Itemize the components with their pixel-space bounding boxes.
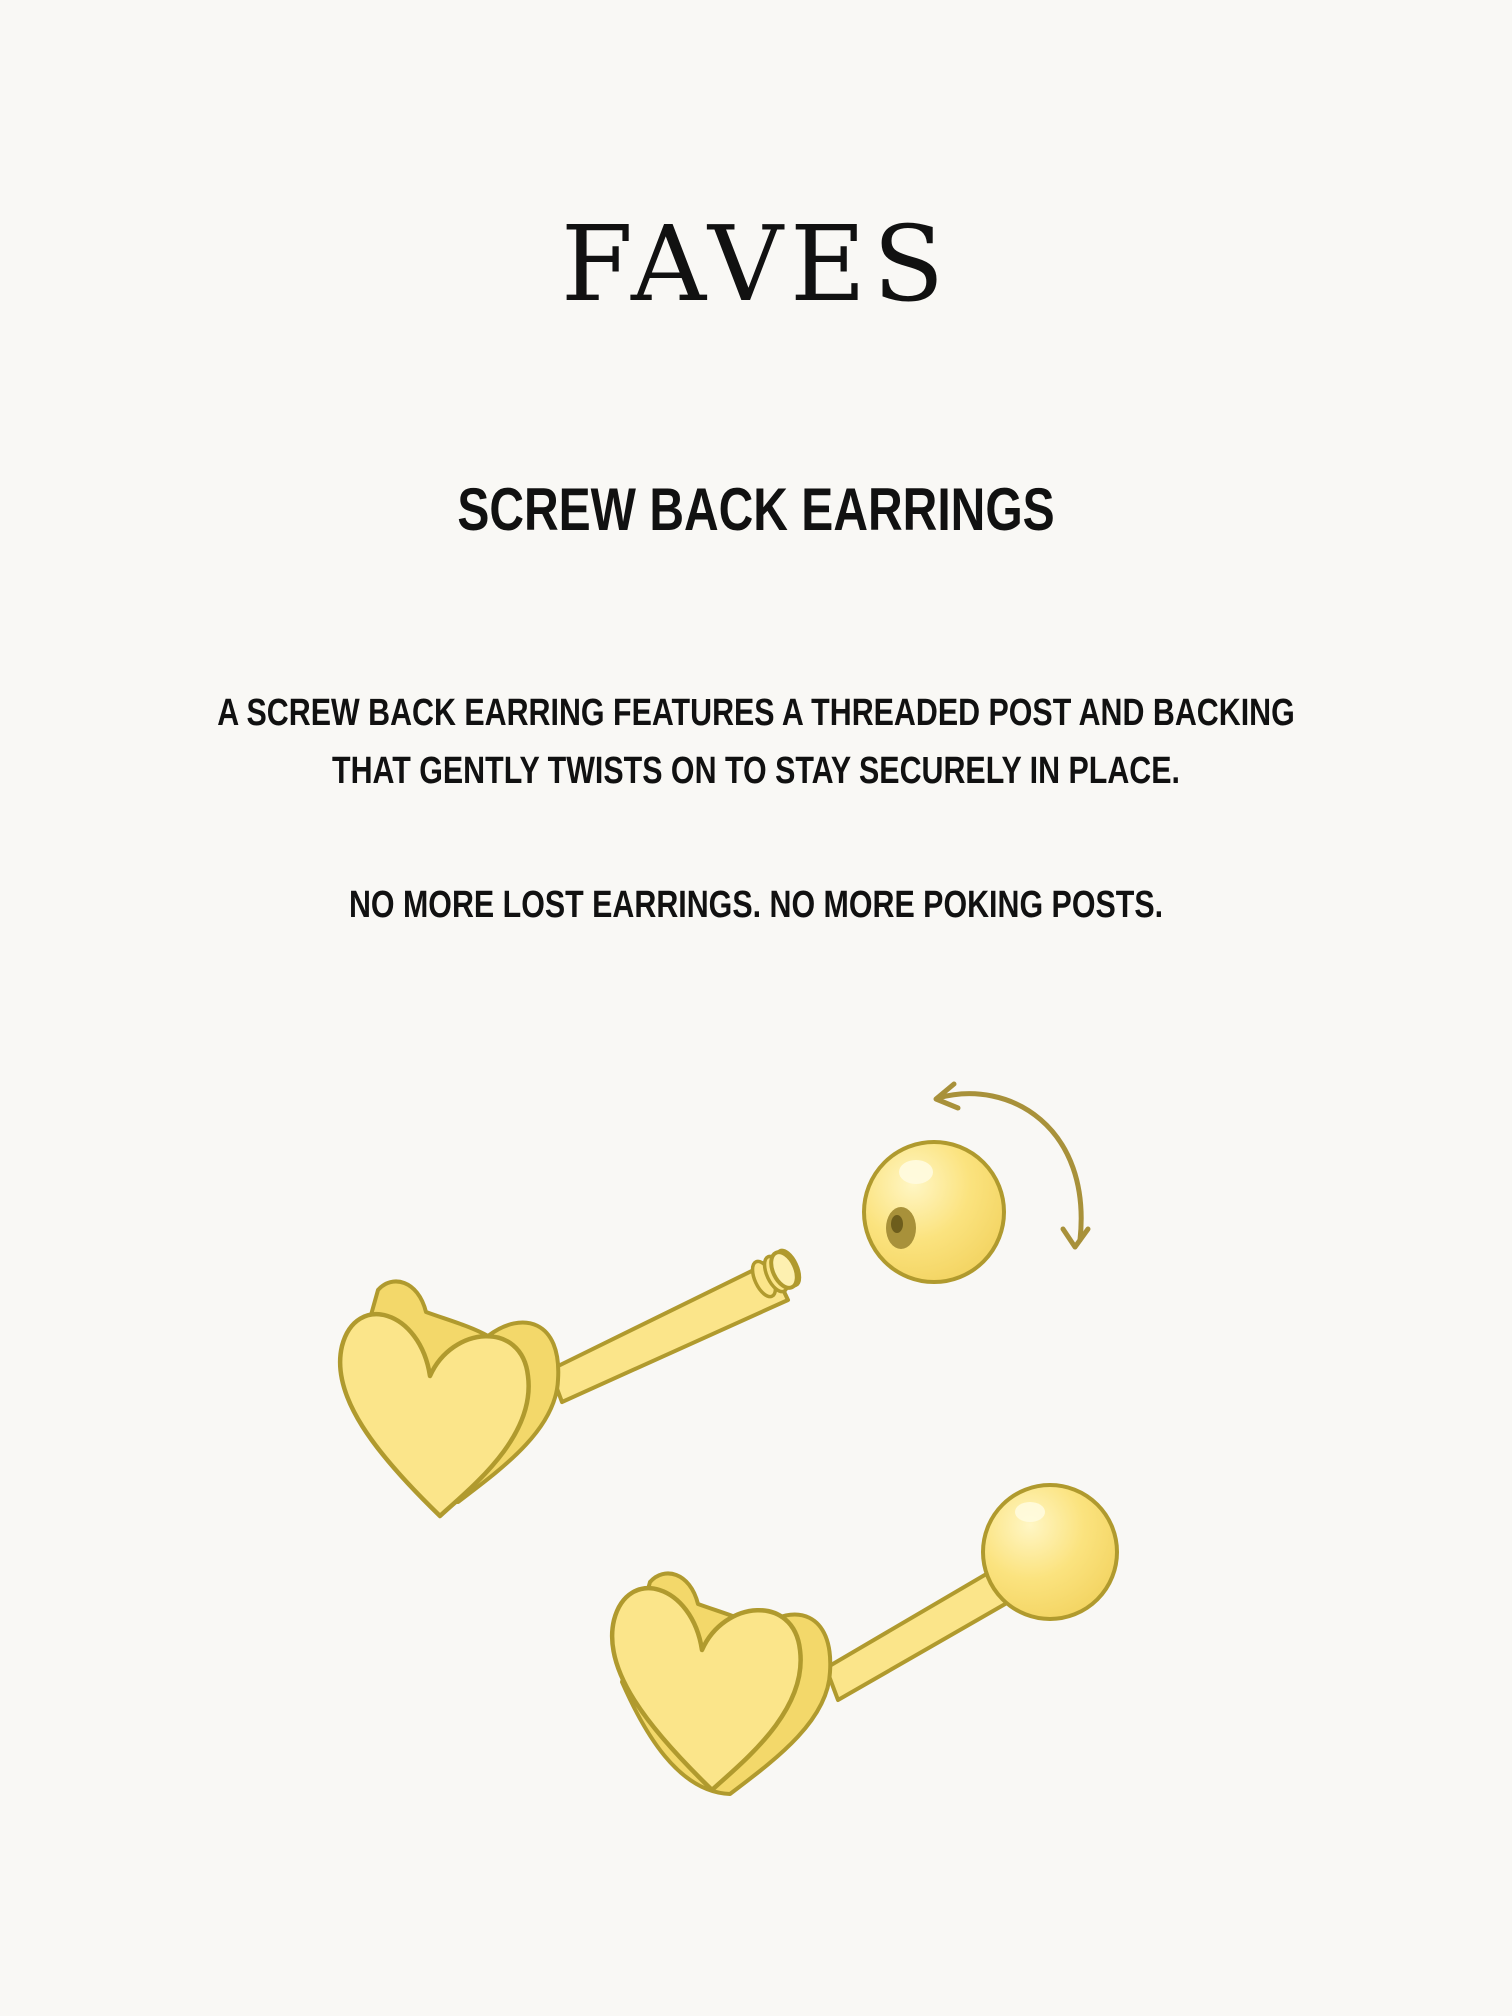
description-line-1: A SCREW BACK EARRING FEATURES A THREADED POST AND BACKING xyxy=(217,692,1295,734)
description xyxy=(151,684,1361,800)
page-title: SCREW BACK EARRINGS xyxy=(457,476,1055,543)
tagline: NO MORE LOST EARRINGS. NO MORE POKING POSTS. xyxy=(348,884,1164,926)
description-line-2: THAT GENTLY TWISTS ON TO STAY SECURELY IN PLACE. xyxy=(332,750,1180,792)
earring-illustration xyxy=(0,1040,1512,1860)
brand-logo: FAVES xyxy=(560,203,952,325)
heart-stud-icon xyxy=(340,1247,804,1516)
screw-back-ball-icon xyxy=(864,1142,1004,1282)
heart-stud-icon xyxy=(612,1485,1117,1794)
